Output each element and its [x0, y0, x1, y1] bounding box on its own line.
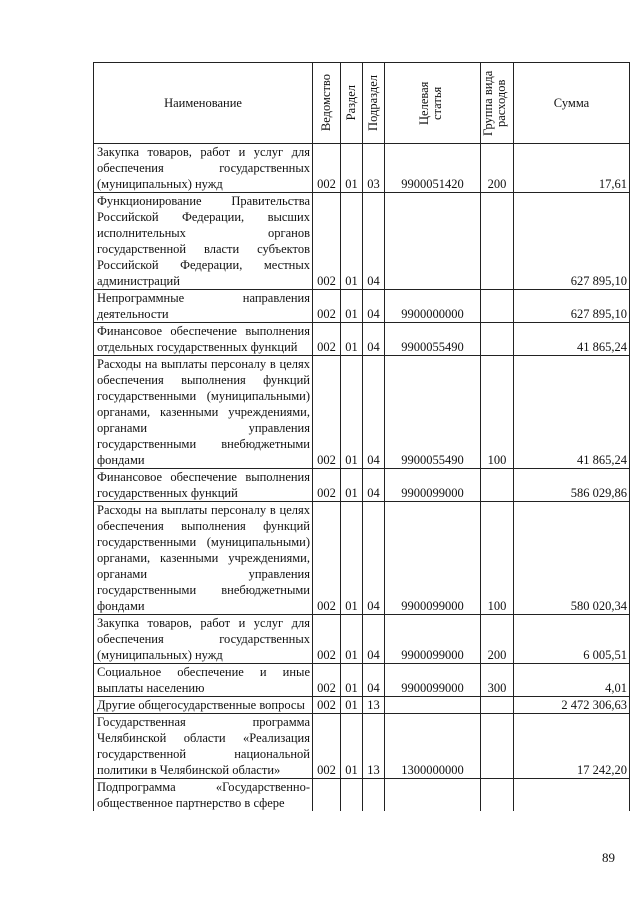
row-ved: 002 — [313, 193, 341, 290]
row-celevaya: 9900099000 — [385, 502, 481, 615]
row-ved: 002 — [313, 615, 341, 664]
header-podrazdel: Подраздел — [363, 63, 385, 144]
row-celevaya — [385, 697, 481, 714]
row-celevaya: 9900051420 — [385, 144, 481, 193]
row-ved — [313, 779, 341, 812]
row-ved: 002 — [313, 144, 341, 193]
row-gruppa — [481, 779, 514, 812]
row-ved: 002 — [313, 469, 341, 502]
row-ved: 002 — [313, 697, 341, 714]
row-celevaya: 9900099000 — [385, 469, 481, 502]
row-summa: 17 242,20 — [514, 714, 630, 779]
row-gruppa — [481, 290, 514, 323]
table-row — [94, 193, 630, 290]
row-gruppa: 100 — [481, 502, 514, 615]
row-gruppa — [481, 714, 514, 779]
row-razdel: 01 — [341, 664, 363, 697]
row-razdel: 01 — [341, 193, 363, 290]
row-podrazdel: 04 — [363, 323, 385, 356]
row-razdel: 01 — [341, 615, 363, 664]
row-razdel: 01 — [341, 323, 363, 356]
row-gruppa: 300 — [481, 664, 514, 697]
table-row — [94, 323, 630, 356]
header-gruppa: Группа вида расходов — [481, 63, 514, 144]
row-name: Финансовое обеспечение выполнения государственных функций — [94, 469, 313, 502]
header-name: Наименование — [94, 63, 313, 144]
row-podrazdel: 04 — [363, 469, 385, 502]
row-podrazdel: 04 — [363, 502, 385, 615]
row-summa: 4,01 — [514, 664, 630, 697]
budget-table — [93, 62, 630, 811]
row-name: Социальное обеспечение и иные выплаты населению — [94, 664, 313, 697]
table-row — [94, 144, 630, 193]
row-summa — [514, 779, 630, 812]
row-summa: 6 005,51 — [514, 615, 630, 664]
row-podrazdel: 04 — [363, 664, 385, 697]
row-podrazdel: 13 — [363, 714, 385, 779]
row-name: Расходы на выплаты персоналу в целях обеспечения выполнения функций государственными (муниципальными) органами, казенными учреждениями, органами управления государственными внебюджетными фондами — [94, 502, 313, 615]
row-name: Другие общегосударственные вопросы — [94, 697, 313, 714]
header-summa: Сумма — [514, 63, 630, 144]
row-name: Непрограммные направления деятельности — [94, 290, 313, 323]
row-gruppa: 200 — [481, 615, 514, 664]
row-podrazdel — [363, 779, 385, 812]
row-gruppa — [481, 193, 514, 290]
row-summa: 17,61 — [514, 144, 630, 193]
header-razdel: Раздел — [341, 63, 363, 144]
row-summa: 580 020,34 — [514, 502, 630, 615]
row-summa: 627 895,10 — [514, 193, 630, 290]
row-podrazdel: 04 — [363, 356, 385, 469]
row-celevaya: 9900055490 — [385, 323, 481, 356]
row-summa: 627 895,10 — [514, 290, 630, 323]
row-summa: 586 029,86 — [514, 469, 630, 502]
row-summa: 41 865,24 — [514, 356, 630, 469]
row-razdel: 01 — [341, 290, 363, 323]
page-number: 89 — [602, 850, 615, 865]
row-gruppa — [481, 323, 514, 356]
table-row — [94, 714, 630, 779]
row-ved: 002 — [313, 323, 341, 356]
row-ved: 002 — [313, 664, 341, 697]
row-razdel: 01 — [341, 697, 363, 714]
row-name: Закупка товаров, работ и услуг для обеспечения государственных (муниципальных) нужд — [94, 615, 313, 664]
row-celevaya: 9900099000 — [385, 615, 481, 664]
row-razdel — [341, 779, 363, 812]
row-podrazdel: 04 — [363, 290, 385, 323]
row-name: Подпрограмма «Государственно-общественное партнерство в сфере — [94, 779, 313, 812]
row-razdel: 01 — [341, 714, 363, 779]
row-summa: 41 865,24 — [514, 323, 630, 356]
table-row — [94, 356, 630, 469]
row-celevaya: 9900055490 — [385, 356, 481, 469]
row-razdel: 01 — [341, 502, 363, 615]
row-ved: 002 — [313, 502, 341, 615]
header-ved: Ведомство — [313, 63, 341, 144]
row-name: Функционирование Правительства Российской Федерации, высших исполнительных органов государственной власти субъектов Российской Федерации, местных администраций — [94, 193, 313, 290]
row-razdel: 01 — [341, 144, 363, 193]
row-name: Расходы на выплаты персоналу в целях обеспечения выполнения функций государственными (муниципальными) органами, казенными учреждениями, органами управления государственными внебюджетными фондами — [94, 356, 313, 469]
row-podrazdel: 13 — [363, 697, 385, 714]
row-name: Финансовое обеспечение выполнения отдельных государственных функций — [94, 323, 313, 356]
table-header — [94, 63, 630, 144]
table-row — [94, 779, 630, 812]
row-gruppa: 100 — [481, 356, 514, 469]
row-ved: 002 — [313, 290, 341, 323]
table-row — [94, 697, 630, 714]
row-name: Закупка товаров, работ и услуг для обеспечения государственных (муниципальных) нужд — [94, 144, 313, 193]
row-ved: 002 — [313, 356, 341, 469]
row-razdel: 01 — [341, 356, 363, 469]
table-row — [94, 664, 630, 697]
row-name: Государственная программа Челябинской области «Реализация государственной национальной политики в Челябинской области» — [94, 714, 313, 779]
row-podrazdel: 04 — [363, 193, 385, 290]
row-podrazdel: 04 — [363, 615, 385, 664]
table-row — [94, 469, 630, 502]
table-row — [94, 615, 630, 664]
table-row — [94, 290, 630, 323]
row-summa: 2 472 306,63 — [514, 697, 630, 714]
table-body — [94, 144, 630, 812]
row-podrazdel: 03 — [363, 144, 385, 193]
row-celevaya: 9900000000 — [385, 290, 481, 323]
row-celevaya — [385, 779, 481, 812]
row-celevaya: 1300000000 — [385, 714, 481, 779]
row-celevaya: 9900099000 — [385, 664, 481, 697]
row-gruppa — [481, 697, 514, 714]
row-ved: 002 — [313, 714, 341, 779]
row-celevaya — [385, 193, 481, 290]
row-gruppa: 200 — [481, 144, 514, 193]
header-celevaya: Целевая статья — [385, 63, 481, 144]
row-gruppa — [481, 469, 514, 502]
table-row — [94, 502, 630, 615]
row-razdel: 01 — [341, 469, 363, 502]
